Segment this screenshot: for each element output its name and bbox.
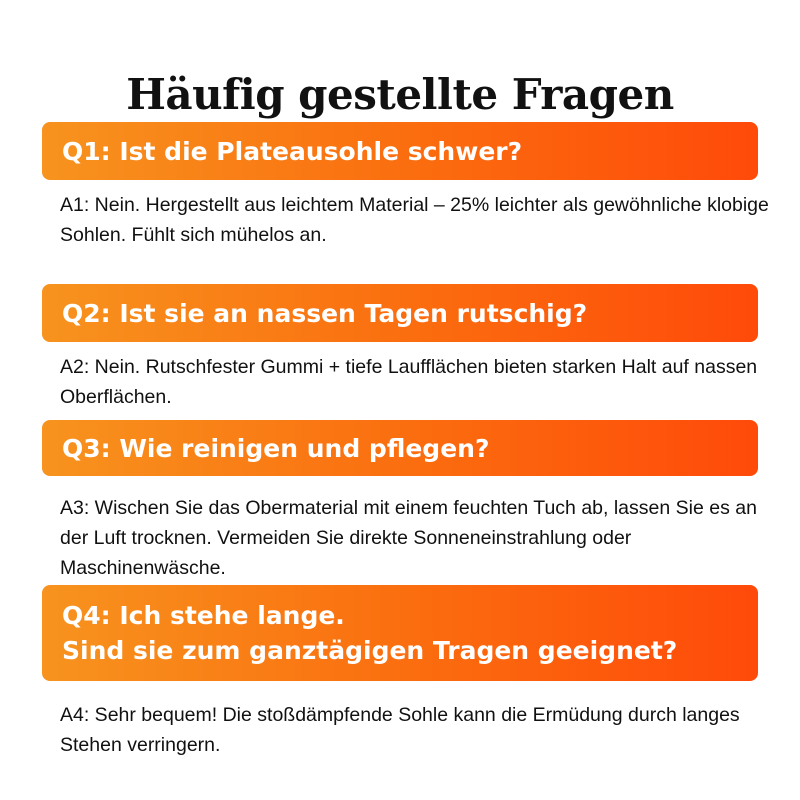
faq-answer-3: A3: Wischen Sie das Obermaterial mit einem feuchten Tuch ab, lassen Sie es an der Luft trocknen. Vermeiden Sie direkte Sonneneinstrahlung oder Maschinenwäsche. bbox=[60, 497, 757, 579]
question-line: Q2: Ist sie an nassen Tagen rutschig? bbox=[62, 298, 588, 328]
faq-question-2[interactable] bbox=[42, 284, 758, 342]
question-line: Q4: Ich stehe lange. bbox=[62, 601, 345, 630]
question-line: Q1: Ist die Plateausohle schwer? bbox=[62, 136, 523, 166]
question-line: Sind sie zum ganztägigen Tragen geeignet? bbox=[62, 636, 678, 665]
faq-question-1[interactable] bbox=[42, 122, 758, 180]
page-title: Häufig gestellte Fragen bbox=[126, 70, 674, 120]
faq-answer-1: A1: Nein. Hergestellt aus leichtem Material – 25% leichter als gewöhnliche klobige Sohlen. Fühlt sich mühelos an. bbox=[60, 194, 769, 246]
faq-question-4[interactable] bbox=[42, 585, 758, 681]
faq-answer-4: A4: Sehr bequem! Die stoßdämpfende Sohle kann die Ermüdung durch langes Stehen verringern. bbox=[60, 704, 740, 756]
question-line: Q3: Wie reinigen und pflegen? bbox=[62, 433, 490, 463]
faq-answer-2: A2: Nein. Rutschfester Gummi + tiefe Laufflächen bieten starken Halt auf nassen Oberflächen. bbox=[60, 356, 758, 408]
faq-question-3[interactable] bbox=[42, 420, 758, 476]
